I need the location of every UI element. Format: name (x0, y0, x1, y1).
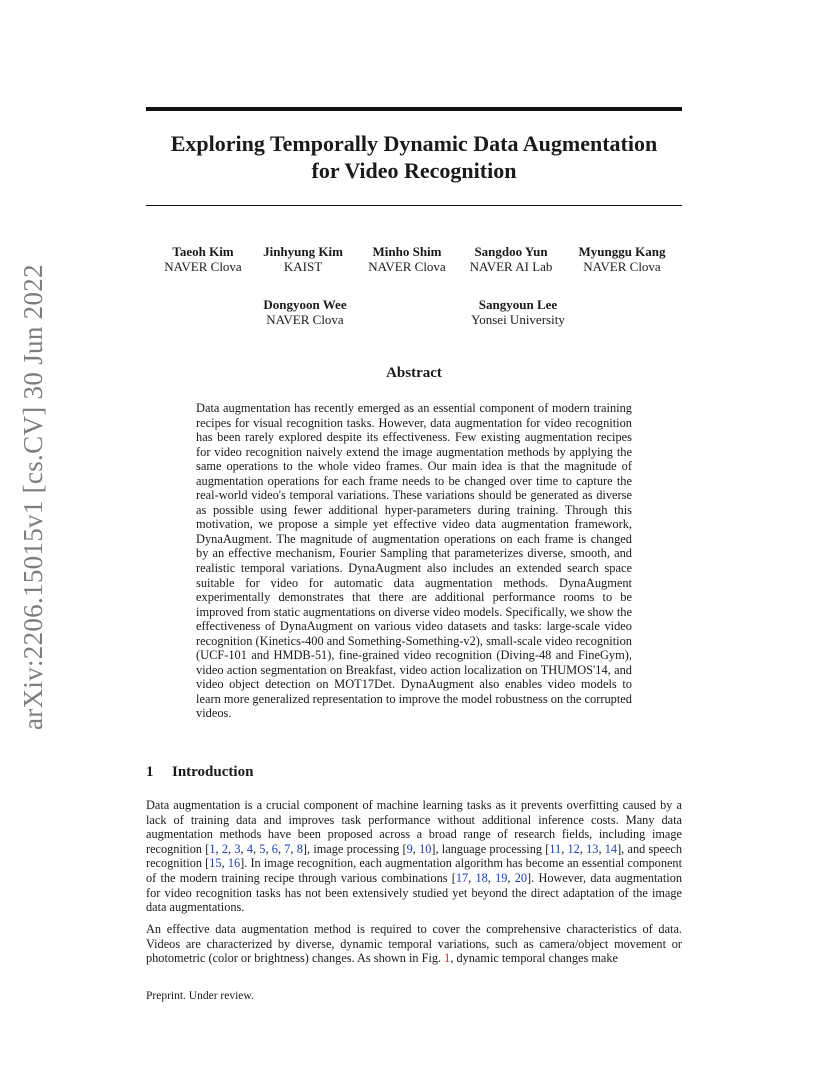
author-affiliation: NAVER Clova (266, 312, 344, 327)
intro-paragraph-1: Data augmentation is a crucial component of machine learning tasks as it prevents overfitting caused by a lack of training data and improves task performance without additional inference costs. Many data augmentation methods have been proposed across a broad range of research fields, including image recognition [1, 2, 3, 4, 5, 6, 7, 8], image processing [9, 10], language processing [11, 12, 13, 14], and speech recognition [15, 16]. In image recognition, each augmentation algorithm has become an essential component of the modern training recipe through various combinations [17, 18, 19, 20]. However, data augmentation for video recognition tasks has not been extensively studied yet beyond the direct adaptation of the image data augmentations. (146, 798, 683, 915)
citation-link[interactable]: 6 (271, 841, 278, 856)
author-name: Myunggu Kang (578, 244, 666, 259)
citation-link[interactable]: 10 (419, 841, 432, 856)
author-affiliation: NAVER Clova (368, 259, 446, 274)
author-name: Jinhyung Kim (263, 244, 343, 259)
citation-link[interactable]: 3 (234, 841, 241, 856)
citation-link[interactable]: 14 (604, 841, 618, 856)
citation-link[interactable]: 4 (246, 841, 253, 856)
author-name: Sangdoo Yun (474, 244, 548, 259)
intro-paragraph-2: An effective data augmentation method is required to cover the comprehensive characteristics of data. Videos are characterized by diverse, dynamic temporal variations, such as camera/object movement or photometric (color or brightness) changes. As shown in Fig. 1, dynamic temporal changes make (146, 922, 682, 966)
citation-link[interactable]: 19 (495, 870, 508, 885)
arxiv-identifier: arXiv:2206.15015v1 [cs.CV] 30 Jun 2022 (18, 264, 48, 730)
citation-link[interactable]: 7 (284, 841, 291, 856)
author-affiliation: KAIST (283, 259, 323, 274)
author-name: Sangyoun Lee (478, 297, 558, 312)
paper-title (146, 130, 682, 184)
title-line-1: Exploring Temporally Dynamic Data Augmentation (170, 131, 658, 156)
citation-link[interactable]: 9 (406, 841, 413, 856)
author-affiliation: NAVER AI Lab (469, 259, 553, 274)
section-number: 1 (146, 764, 154, 780)
title-rule-top (146, 107, 682, 111)
section-title: Introduction (172, 764, 254, 780)
author-block (240, 297, 370, 327)
citation-link[interactable]: 1 (209, 841, 216, 856)
footer-note: Preprint. Under review. (146, 990, 254, 1002)
author-name: Dongyoon Wee (263, 297, 347, 312)
citation-link[interactable]: 5 (259, 841, 266, 856)
author-affiliation: Yonsei University (471, 312, 565, 327)
author-name: Taeoh Kim (172, 244, 234, 259)
citation-link[interactable]: 18 (475, 870, 488, 885)
citation-link[interactable]: 2 (221, 841, 228, 856)
citation-link[interactable]: 20 (514, 870, 528, 885)
author-block (453, 297, 583, 327)
citation-link[interactable]: 13 (586, 841, 599, 856)
abstract-heading: Abstract (386, 365, 442, 381)
citation-link[interactable]: 11 (549, 841, 562, 856)
author-affiliation: NAVER Clova (164, 259, 242, 274)
author-name: Minho Shim (372, 244, 442, 259)
section-heading (146, 764, 253, 781)
title-rule-bottom (146, 205, 682, 206)
citation-link[interactable]: 17 (455, 870, 469, 885)
abstract-text: Data augmentation has recently emerged as an essential component of modern training recipes for visual recognition tasks. However, data augmentation for video recognition has been rarely explored despite its effectiveness. Few existing augmentation recipes for video recognition naively extend the image augmentation methods by applying the same operations to the whole video frames. Our main idea is that the magnitude of augmentation operations for each frame needs to be changed over time to capture the real-world video's temporal variations. These variations should be generated as diverse as possible using fewer additional hyper-parameters during training. Through this motivation, we propose a simple yet effective video data augmentation framework, DynaAugment. The magnitude of augmentation operations on each frame is changed by an effective mechanism, Fourier Sampling that parameterizes diverse, smooth, and realistic temporal variations. DynaAugment also includes an extended search space suitable for video for automatic data augmentation methods. DynaAugment experimentally demonstrates that there are additional performance rooms to be improved from static augmentations on diverse video models. Specifically, we show the effectiveness of DynaAugment on various video datasets and tasks: large-scale video recognition (Kinetics-400 and Something-Something-v2), small-scale video recognition (UCF-101 and HMDB-51), fine-grained video recognition (Diving-48 and FineGym), video action segmentation on Breakfast, video action localization on THUMOS'14, and video object detection on MOT17Det. DynaAugment also enables video models to learn more generalized representation to improve the model robustness on the corrupted videos. (196, 401, 632, 721)
title-line-2: for Video Recognition (311, 158, 517, 183)
citation-link[interactable]: 12 (567, 841, 580, 856)
citation-link[interactable]: 16 (227, 856, 241, 871)
citation-link[interactable]: 8 (296, 841, 303, 856)
citation-link[interactable]: 15 (209, 856, 222, 871)
figure-reference-link[interactable]: 1 (444, 951, 451, 966)
author-affiliation: NAVER Clova (583, 259, 661, 274)
author-block (557, 244, 687, 274)
